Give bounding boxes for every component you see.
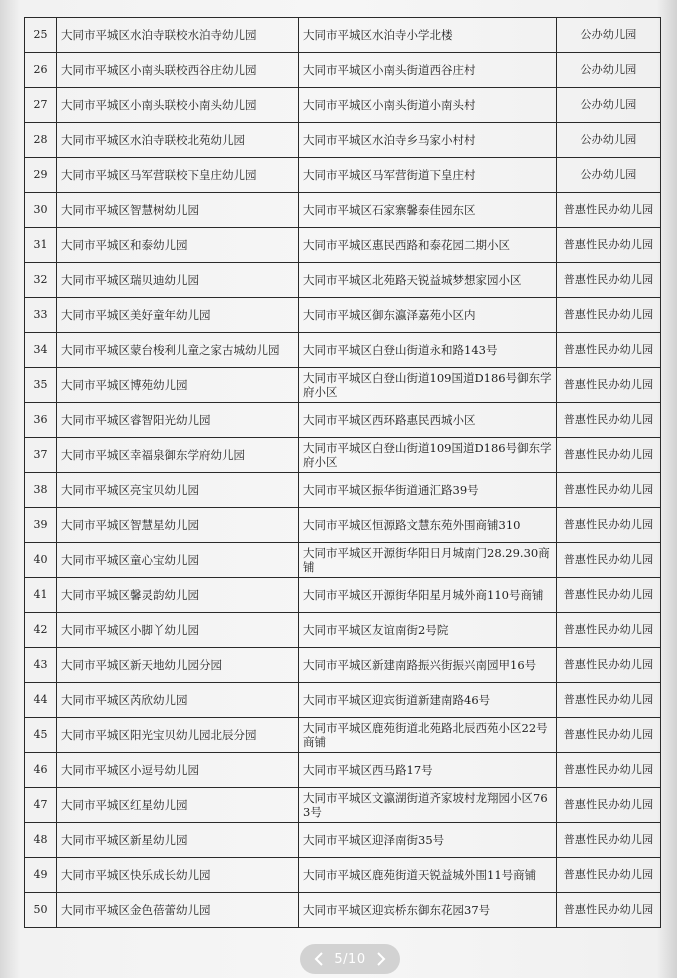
row-number: 31 — [25, 228, 57, 263]
kindergarten-name: 大同市平城区智慧星幼儿园 — [57, 508, 299, 543]
kindergarten-type: 普惠性民办幼儿园 — [557, 683, 661, 718]
kindergarten-type: 普惠性民办幼儿园 — [557, 823, 661, 858]
row-number: 50 — [25, 893, 57, 928]
kindergarten-type: 普惠性民办幼儿园 — [557, 333, 661, 368]
kindergarten-address: 大同市平城区御东瀛泽嘉苑小区内 — [299, 298, 557, 333]
kindergarten-name: 大同市平城区智慧树幼儿园 — [57, 193, 299, 228]
kindergarten-name: 大同市平城区新星幼儿园 — [57, 823, 299, 858]
kindergarten-type: 普惠性民办幼儿园 — [557, 473, 661, 508]
table-row — [25, 578, 661, 613]
row-number: 35 — [25, 368, 57, 403]
kindergarten-type: 普惠性民办幼儿园 — [557, 438, 661, 473]
page-navigator — [300, 944, 400, 974]
table-row — [25, 543, 661, 578]
row-number: 49 — [25, 858, 57, 893]
row-number: 45 — [25, 718, 57, 753]
row-number: 38 — [25, 473, 57, 508]
table-row — [25, 508, 661, 543]
row-number: 47 — [25, 788, 57, 823]
table-row — [25, 158, 661, 193]
page-indicator: 5/10 — [334, 951, 366, 967]
kindergarten-address: 大同市平城区友谊南街2号院 — [299, 613, 557, 648]
row-number: 41 — [25, 578, 57, 613]
kindergarten-address: 大同市平城区西环路惠民西城小区 — [299, 403, 557, 438]
table-row — [25, 333, 661, 368]
row-number: 26 — [25, 53, 57, 88]
kindergarten-address: 大同市平城区白登山街道109国道D186号御东学府小区 — [299, 368, 557, 403]
kindergarten-name: 大同市平城区小脚丫幼儿园 — [57, 613, 299, 648]
table-row — [25, 298, 661, 333]
kindergarten-address: 大同市平城区北苑路天锐益城梦想家园小区 — [299, 263, 557, 298]
kindergarten-name: 大同市平城区小逗号幼儿园 — [57, 753, 299, 788]
kindergarten-address: 大同市平城区鹿苑街道北苑路北辰西苑小区22号商铺 — [299, 718, 557, 753]
kindergarten-type: 普惠性民办幼儿园 — [557, 613, 661, 648]
table-row — [25, 88, 661, 123]
kindergarten-name: 大同市平城区水泊寺联校北苑幼儿园 — [57, 123, 299, 158]
kindergarten-type: 普惠性民办幼儿园 — [557, 263, 661, 298]
kindergarten-type: 普惠性民办幼儿园 — [557, 893, 661, 928]
table-row — [25, 53, 661, 88]
kindergarten-address: 大同市平城区新建南路振兴街振兴南园甲16号 — [299, 648, 557, 683]
kindergarten-address: 大同市平城区鹿苑街道天锐益城外围11号商铺 — [299, 858, 557, 893]
kindergarten-name: 大同市平城区亮宝贝幼儿园 — [57, 473, 299, 508]
row-number: 40 — [25, 543, 57, 578]
row-number: 32 — [25, 263, 57, 298]
kindergarten-name: 大同市平城区水泊寺联校水泊寺幼儿园 — [57, 18, 299, 53]
table-row — [25, 473, 661, 508]
row-number: 33 — [25, 298, 57, 333]
chevron-left-icon[interactable] — [310, 950, 328, 968]
table-row — [25, 438, 661, 473]
kindergarten-address: 大同市平城区迎宾街道新建南路46号 — [299, 683, 557, 718]
table-row — [25, 403, 661, 438]
row-number: 29 — [25, 158, 57, 193]
table-row — [25, 123, 661, 158]
row-number: 39 — [25, 508, 57, 543]
table-row — [25, 18, 661, 53]
row-number: 48 — [25, 823, 57, 858]
kindergarten-name: 大同市平城区美好童年幼儿园 — [57, 298, 299, 333]
kindergarten-address: 大同市平城区小南头街道小南头村 — [299, 88, 557, 123]
kindergarten-address: 大同市平城区开源街华阳星月城外商110号商铺 — [299, 578, 557, 613]
kindergarten-name: 大同市平城区快乐成长幼儿园 — [57, 858, 299, 893]
table-row — [25, 753, 661, 788]
row-number: 43 — [25, 648, 57, 683]
row-number: 27 — [25, 88, 57, 123]
kindergarten-type: 普惠性民办幼儿园 — [557, 403, 661, 438]
kindergarten-type: 普惠性民办幼儿园 — [557, 788, 661, 823]
row-number: 36 — [25, 403, 57, 438]
kindergarten-type: 普惠性民办幼儿园 — [557, 508, 661, 543]
kindergarten-type: 普惠性民办幼儿园 — [557, 543, 661, 578]
kindergarten-address: 大同市平城区恒源路文慧东苑外围商铺310 — [299, 508, 557, 543]
kindergarten-name: 大同市平城区小南头联校小南头幼儿园 — [57, 88, 299, 123]
kindergarten-type: 公办幼儿园 — [557, 18, 661, 53]
table-row — [25, 858, 661, 893]
chevron-right-icon[interactable] — [372, 950, 390, 968]
kindergarten-name: 大同市平城区金色蓓蕾幼儿园 — [57, 893, 299, 928]
kindergarten-name: 大同市平城区瑞贝迪幼儿园 — [57, 263, 299, 298]
kindergarten-address: 大同市平城区小南头街道西谷庄村 — [299, 53, 557, 88]
kindergarten-type: 普惠性民办幼儿园 — [557, 753, 661, 788]
table-row — [25, 893, 661, 928]
row-number: 42 — [25, 613, 57, 648]
kindergarten-name: 大同市平城区博苑幼儿园 — [57, 368, 299, 403]
kindergarten-address: 大同市平城区迎泽南街35号 — [299, 823, 557, 858]
kindergarten-address: 大同市平城区迎宾桥东御东花园37号 — [299, 893, 557, 928]
kindergarten-name: 大同市平城区睿智阳光幼儿园 — [57, 403, 299, 438]
kindergarten-name: 大同市平城区小南头联校西谷庄幼儿园 — [57, 53, 299, 88]
kindergarten-type: 普惠性民办幼儿园 — [557, 228, 661, 263]
kindergarten-address: 大同市平城区水泊寺乡马家小村村 — [299, 123, 557, 158]
kindergarten-type: 普惠性民办幼儿园 — [557, 858, 661, 893]
table-row — [25, 263, 661, 298]
table-row — [25, 228, 661, 263]
kindergarten-address: 大同市平城区马军营街道下皇庄村 — [299, 158, 557, 193]
kindergarten-type: 普惠性民办幼儿园 — [557, 578, 661, 613]
kindergarten-name: 大同市平城区阳光宝贝幼儿园北辰分园 — [57, 718, 299, 753]
kindergarten-address: 大同市平城区石家寨馨泰佳园东区 — [299, 193, 557, 228]
table-row — [25, 718, 661, 753]
table-row — [25, 368, 661, 403]
table-row — [25, 683, 661, 718]
table-body — [25, 18, 661, 928]
kindergarten-name: 大同市平城区芮欣幼儿园 — [57, 683, 299, 718]
kindergarten-address: 大同市平城区文瀛湖街道齐家坡村龙翔园小区763号 — [299, 788, 557, 823]
table-row — [25, 648, 661, 683]
kindergarten-type: 普惠性民办幼儿园 — [557, 368, 661, 403]
kindergarten-name: 大同市平城区童心宝幼儿园 — [57, 543, 299, 578]
kindergarten-type: 公办幼儿园 — [557, 88, 661, 123]
table-row — [25, 788, 661, 823]
kindergarten-type: 公办幼儿园 — [557, 123, 661, 158]
kindergarten-name: 大同市平城区和泰幼儿园 — [57, 228, 299, 263]
kindergarten-type: 普惠性民办幼儿园 — [557, 648, 661, 683]
table-row — [25, 823, 661, 858]
kindergarten-name: 大同市平城区新天地幼儿园分园 — [57, 648, 299, 683]
kindergarten-address: 大同市平城区开源街华阳日月城南门28.29.30商铺 — [299, 543, 557, 578]
row-number: 25 — [25, 18, 57, 53]
kindergarten-name: 大同市平城区幸福泉御东学府幼儿园 — [57, 438, 299, 473]
kindergarten-type: 普惠性民办幼儿园 — [557, 193, 661, 228]
kindergarten-address: 大同市平城区水泊寺小学北楼 — [299, 18, 557, 53]
kindergarten-name: 大同市平城区马军营联校下皇庄幼儿园 — [57, 158, 299, 193]
kindergarten-type: 公办幼儿园 — [557, 158, 661, 193]
row-number: 46 — [25, 753, 57, 788]
row-number: 34 — [25, 333, 57, 368]
row-number: 28 — [25, 123, 57, 158]
row-number: 30 — [25, 193, 57, 228]
kindergarten-address: 大同市平城区西马路17号 — [299, 753, 557, 788]
table-row — [25, 613, 661, 648]
kindergarten-name: 大同市平城区蒙台梭利儿童之家古城幼儿园 — [57, 333, 299, 368]
kindergarten-address: 大同市平城区惠民西路和泰花园二期小区 — [299, 228, 557, 263]
kindergarten-table — [24, 17, 661, 928]
kindergarten-type: 普惠性民办幼儿园 — [557, 298, 661, 333]
kindergarten-address: 大同市平城区白登山街道109国道D186号御东学府小区 — [299, 438, 557, 473]
kindergarten-type: 普惠性民办幼儿园 — [557, 718, 661, 753]
row-number: 37 — [25, 438, 57, 473]
kindergarten-address: 大同市平城区振华街道通汇路39号 — [299, 473, 557, 508]
kindergarten-type: 公办幼儿园 — [557, 53, 661, 88]
kindergarten-address: 大同市平城区白登山街道永和路143号 — [299, 333, 557, 368]
kindergarten-name: 大同市平城区馨灵韵幼儿园 — [57, 578, 299, 613]
kindergarten-name: 大同市平城区红星幼儿园 — [57, 788, 299, 823]
row-number: 44 — [25, 683, 57, 718]
table-row — [25, 193, 661, 228]
